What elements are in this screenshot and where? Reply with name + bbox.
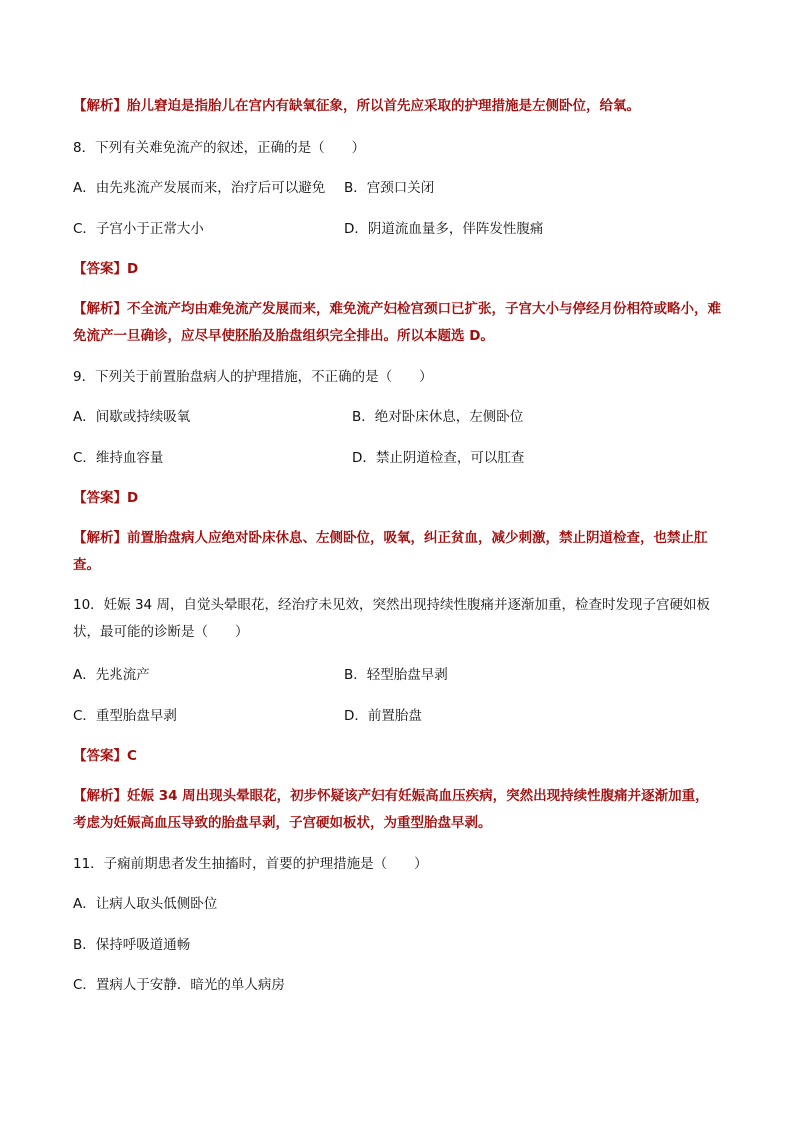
q10-option-b: B．轻型胎盘早剥 — [344, 667, 448, 683]
q10-stem: 10．妊娠 34 周，自觉头晕眼花，经治疗未见效，突然出现持续性腹痛并逐渐加重，检查时发现子宫硬如板状，最可能的诊断是（ ） — [73, 597, 710, 640]
q10-option-d: D．前置胎盘 — [344, 708, 422, 724]
q10-option-c: C．重型胎盘早剥 — [73, 708, 177, 724]
q8-answer: 【答案】D — [73, 261, 139, 277]
q8-option-c: C．子宫小于正常大小 — [73, 221, 204, 237]
q9-answer: 【答案】D — [73, 490, 139, 506]
q7-analysis: 【解析】胎儿窘迫是指胎儿在宫内有缺氧征象，所以首先应采取的护理措施是左侧卧位，给氧。 — [73, 98, 640, 114]
q10-answer: 【答案】C — [73, 748, 137, 764]
q9-option-a: A．间歇或持续吸氧 — [73, 409, 191, 425]
q11-option-b: B．保持呼吸道通畅 — [73, 937, 191, 953]
q9-option-b: B．绝对卧床休息，左侧卧位 — [352, 409, 524, 425]
q11-stem: 11．子痫前期患者发生抽搐时，首要的护理措施是（ ） — [73, 856, 428, 872]
q9-analysis: 【解析】前置胎盘病人应绝对卧床休息、左侧卧位，吸氧，纠正贫血，减少刺激，禁止阴道检查，也禁止肛查。 — [73, 530, 708, 573]
q8-option-d: D．阴道流血量多，伴阵发性腹痛 — [344, 221, 544, 237]
q10-option-a: A．先兆流产 — [73, 667, 150, 683]
q11-option-a: A．让病人取头低侧卧位 — [73, 896, 218, 912]
q8-option-a: A．由先兆流产发展而来，治疗后可以避免 — [73, 180, 326, 196]
q9-stem: 9．下列关于前置胎盘病人的护理措施，不正确的是（ ） — [73, 369, 433, 385]
q9-option-c: C．维持血容量 — [73, 450, 164, 466]
q8-option-b: B．宫颈口关闭 — [344, 180, 435, 196]
q10-analysis: 【解析】妊娠 34 周出现头晕眼花，初步怀疑该产妇有妊娠高血压疾病，突然出现持续性腹痛并逐渐加重，考虑为妊娠高血压导致的胎盘早剥，子宫硬如板状，为重型胎盘早剥。 — [73, 788, 709, 831]
q9-option-d: D．禁止阴道检查，可以肛查 — [352, 450, 525, 466]
q11-option-c: C．置病人于安静．暗光的单人病房 — [73, 977, 285, 993]
q8-analysis: 【解析】不全流产均由难免流产发展而来，难免流产妇检宫颈口已扩张，子宫大小与停经月份相符或略小，难免流产一旦确诊，应尽早使胚胎及胎盘组织完全排出。所以本题选 D。 — [73, 301, 721, 344]
q8-stem: 8．下列有关难免流产的叙述，正确的是（ ） — [73, 140, 366, 156]
